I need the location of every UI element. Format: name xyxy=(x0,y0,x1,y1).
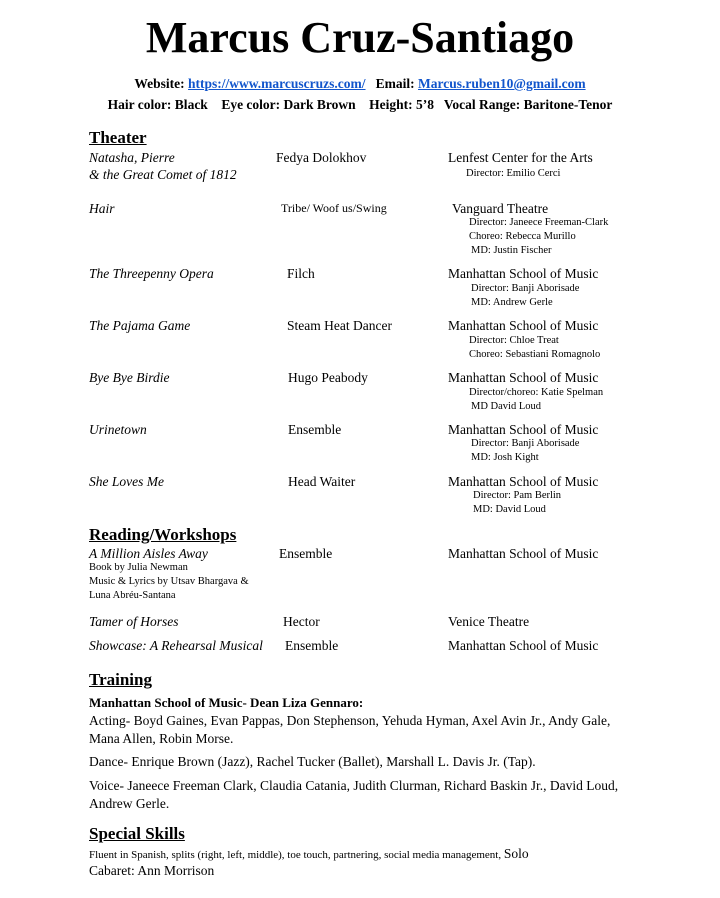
credit: Director/choreo: Katie Spelman xyxy=(469,387,604,398)
show-title: Tamer of Horses xyxy=(89,614,179,629)
credit: Director: Banji Aborisade xyxy=(471,438,580,449)
role: Steam Heat Dancer xyxy=(287,318,392,333)
workshops-heading: Reading/Workshops xyxy=(89,525,237,544)
role: Fedya Dolokhov xyxy=(276,150,367,165)
contact-line xyxy=(0,76,720,92)
venue: Manhattan School of Music xyxy=(448,318,599,333)
skills-solo: Solo xyxy=(503,846,529,861)
credit: Choreo: Rebecca Murillo xyxy=(469,231,576,242)
show-title: The Pajama Game xyxy=(89,318,191,333)
workshop-note: Luna Abréu-Santana xyxy=(89,590,176,601)
email-link[interactable]: Marcus.ruben10@gmail.com xyxy=(418,76,586,91)
venue: Vanguard Theatre xyxy=(452,201,549,216)
credit: Director: Chloe Treat xyxy=(469,335,559,346)
training-acting: Acting- Boyd Gaines, Evan Pappas, Don Stephenson, Yehuda Hyman, Axel Avin Jr., Andy Gale, Mana Allen, Robin Morse. xyxy=(89,713,611,746)
show-title: She Loves Me xyxy=(89,474,164,489)
skills-heading: Special Skills xyxy=(89,824,185,843)
training-school: Manhattan School of Music- Dean Liza Gennaro: xyxy=(89,695,364,710)
credit: MD: Justin Fischer xyxy=(471,245,552,256)
credit: Director: Janeece Freeman-Clark xyxy=(469,217,609,228)
role: Ensemble xyxy=(285,638,339,653)
venue: Lenfest Center for the Arts xyxy=(448,150,593,165)
show-title: The Threepenny Opera xyxy=(89,266,214,281)
show-title: Hair xyxy=(89,201,115,216)
venue: Manhattan School of Music xyxy=(448,546,599,561)
role: Ensemble xyxy=(288,422,342,437)
credit: Director: Banji Aborisade xyxy=(471,283,580,294)
show-title: Natasha, Pierre xyxy=(89,150,175,165)
theater-heading: Theater xyxy=(89,128,147,147)
skills-list: Fluent in Spanish, splits (right, left, middle), toe touch, partnering, social media management, xyxy=(89,849,502,861)
role: Hector xyxy=(283,614,320,629)
training-voice: Voice- Janeece Freeman Clark, Claudia Catania, Judith Clurman, Richard Baskin Jr., David Loud, Andrew Gerle. xyxy=(89,778,619,811)
credit: Director: Emilio Cerci xyxy=(466,168,561,179)
venue: Manhattan School of Music xyxy=(448,266,599,281)
credit: MD: Josh Kight xyxy=(471,452,539,463)
role: Filch xyxy=(287,266,315,281)
venue: Manhattan School of Music xyxy=(448,422,599,437)
venue: Manhattan School of Music xyxy=(448,370,599,385)
show-title: A Million Aisles Away xyxy=(89,546,208,561)
credit: Choreo: Sebastiani Romagnolo xyxy=(469,349,601,360)
physical-stats: Hair color: Black Eye color: Dark Brown Height: 5’8 Vocal Range: Baritone-Tenor xyxy=(107,97,613,112)
workshop-note: Book by Julia Newman xyxy=(89,562,188,573)
venue: Venice Theatre xyxy=(448,614,530,629)
venue: Manhattan School of Music xyxy=(448,474,599,489)
credit: Director: Pam Berlin xyxy=(473,490,562,501)
training-dance: Dance- Enrique Brown (Jazz), Rachel Tucker (Ballet), Marshall L. Davis Jr. (Tap). xyxy=(89,754,536,769)
show-title: Showcase: A Rehearsal Musical xyxy=(89,638,263,653)
role: Hugo Peabody xyxy=(288,370,368,385)
training-heading: Training xyxy=(89,670,152,689)
skills-cabaret: Cabaret: Ann Morrison xyxy=(89,863,215,878)
credit: MD: Andrew Gerle xyxy=(471,297,553,308)
role: Head Waiter xyxy=(288,474,356,489)
venue: Manhattan School of Music xyxy=(448,638,599,653)
website-link[interactable]: https://www.marcuscruzs.com/ xyxy=(188,76,366,91)
credit: MD David Loud xyxy=(471,401,541,412)
show-title: Urinetown xyxy=(89,422,147,437)
role: Ensemble xyxy=(279,546,333,561)
show-title-line2: & the Great Comet of 1812 xyxy=(89,167,237,182)
role: Tribe/ Woof us/Swing xyxy=(281,201,387,215)
resume-name: Marcus Cruz-Santiago xyxy=(145,13,575,62)
credit: MD: David Loud xyxy=(473,504,546,515)
workshop-note: Music & Lyrics by Utsav Bhargava & xyxy=(89,576,249,587)
website-label: Website: xyxy=(134,76,185,91)
email-label: Email: xyxy=(375,76,415,91)
show-title: Bye Bye Birdie xyxy=(89,370,170,385)
